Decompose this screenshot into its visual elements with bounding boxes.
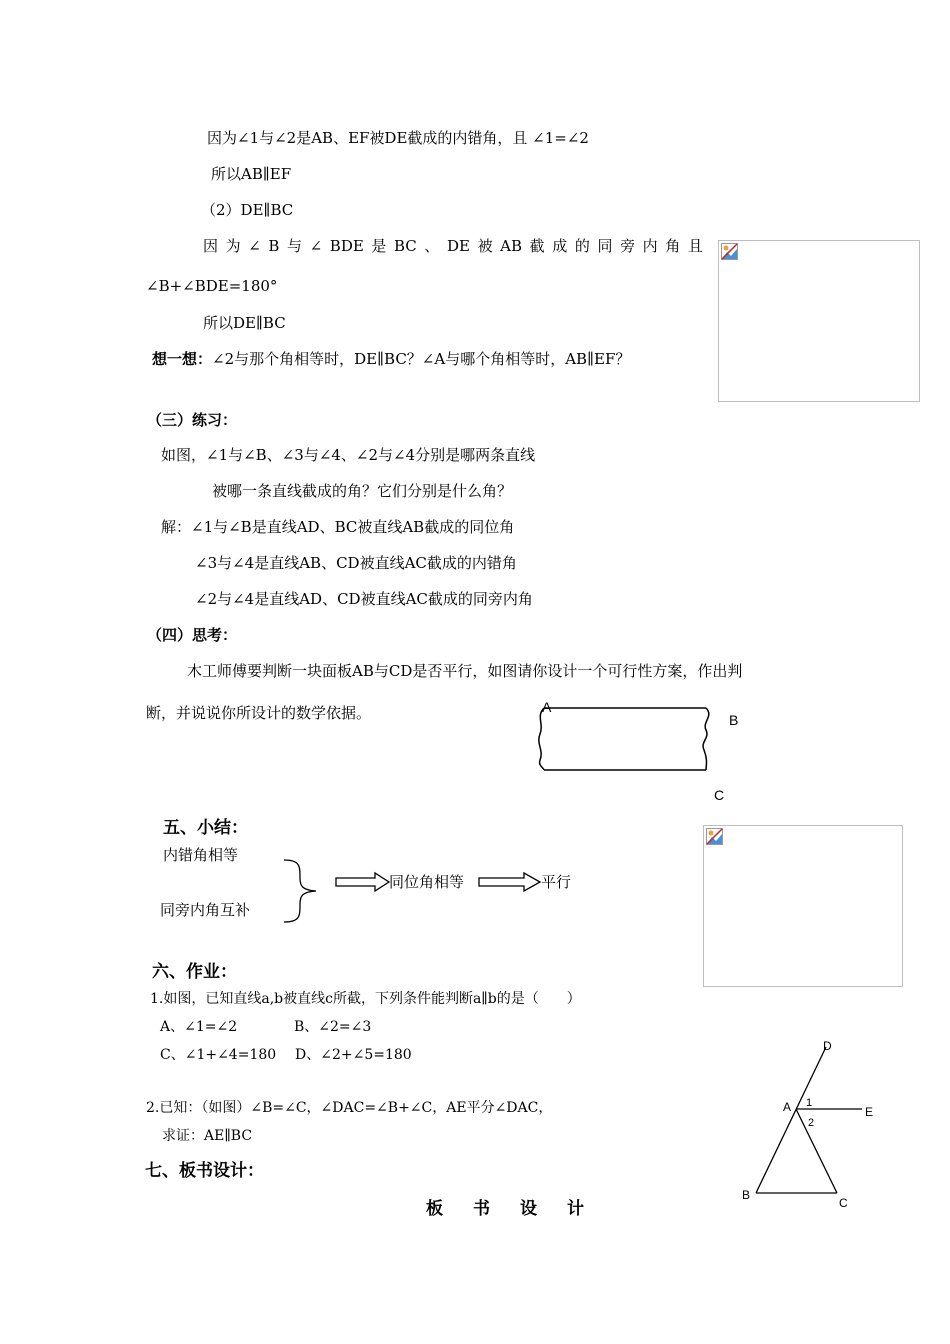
triangle-label-e: E xyxy=(865,1105,874,1119)
proof-line-1: 因为∠1与∠2是AB、EF被DE截成的内错角，且 ∠1=∠2 xyxy=(207,129,589,147)
proof-line-4-word: ∠ xyxy=(309,237,323,255)
board-title-char: 计 xyxy=(567,1199,584,1219)
homework-heading: 六、作业： xyxy=(152,962,237,982)
triangle-label-b: B xyxy=(742,1188,751,1202)
think-label: 想一想： xyxy=(152,350,213,368)
practice-answer-3: ∠2与∠4是直线AD、CD被直线AC截成的同旁内角 xyxy=(195,590,533,608)
triangle-label-1: 1 xyxy=(806,1097,813,1109)
proof-line-4-word: 截 xyxy=(529,237,545,255)
proof-line-4-word: BC xyxy=(394,237,417,255)
summary-end: 平行 xyxy=(541,873,572,891)
summary-item-1: 内错角相等 xyxy=(163,846,239,864)
proof-line-4-word: 且 xyxy=(687,237,703,255)
reflect-paragraph-1: 木工师傅要判断一块面板AB与CD是否平行，如图请你设计一个可行性方案，作出判 xyxy=(187,662,743,680)
summary-item-2: 同旁内角互补 xyxy=(160,901,251,919)
broken-image-icon xyxy=(706,828,723,845)
board-heading: 七、板书设计： xyxy=(145,1161,264,1181)
proof-line-4-word: 为 xyxy=(225,237,241,255)
triangle-figure xyxy=(736,1035,886,1215)
proof-line-4-word: B xyxy=(268,237,280,255)
brace-icon xyxy=(282,858,322,924)
homework-question-1: 1.如图，已知直线a,b被直线c所截，下列条件能判断a∥b的是（ ） xyxy=(150,991,581,1007)
proof-line-4-word: 旁 xyxy=(620,237,636,255)
practice-heading: （三）练习： xyxy=(147,411,238,429)
practice-answer-1: 解：∠1与∠B是直线AD、BC被直线AB截成的同位角 xyxy=(161,518,515,536)
practice-question-2: 被哪一条直线截成的角？它们分别是什么角？ xyxy=(212,482,513,500)
triangle-label-c: C xyxy=(839,1196,848,1210)
image-placeholder xyxy=(718,240,920,402)
reflect-paragraph-2: 断，并说说你所设计的数学依据。 xyxy=(146,704,372,722)
board-label-c: C xyxy=(714,787,725,803)
proof-line-5: ∠B+∠BDE=180° xyxy=(146,277,278,295)
board-label-a: A xyxy=(542,699,552,715)
board-title-char: 板 xyxy=(426,1199,443,1219)
proof-line-2: 所以AB∥EF xyxy=(211,165,292,183)
triangle-label-d: D xyxy=(823,1039,832,1053)
image-placeholder xyxy=(703,825,903,987)
summary-heading: 五、小结： xyxy=(163,818,248,838)
board-label-b: B xyxy=(729,712,739,728)
practice-question-1: 如图，∠1与∠B、∠3与∠4、∠2与∠4分别是哪两条直线 xyxy=(161,446,536,464)
board-title-char: 书 xyxy=(473,1199,490,1219)
proof-line-3: （2）DE∥BC xyxy=(201,201,294,219)
summary-middle: 同位角相等 xyxy=(389,873,465,891)
proof-line-4-word: 的 xyxy=(574,237,590,255)
homework-option-d: D、∠2+∠5=180 xyxy=(295,1047,412,1063)
proof-line-4-word: 内 xyxy=(642,237,658,255)
proof-line-4-word: 、 xyxy=(424,237,440,255)
proof-line-4-word: 与 xyxy=(287,237,303,255)
proof-line-4-word: 角 xyxy=(665,237,681,255)
triangle-label-2: 2 xyxy=(808,1117,815,1129)
proof-line-6: 所以DE∥BC xyxy=(203,314,286,332)
practice-answer-2: ∠3与∠4是直线AB、CD被直线AC截成的内错角 xyxy=(195,554,517,572)
homework-option-a: A、∠1=∠2 xyxy=(160,1019,238,1035)
homework-question-2-prove: 求证：AE∥BC xyxy=(162,1128,253,1144)
proof-line-4 xyxy=(203,236,703,256)
homework-question-2: 2.已知：（如图）∠B=∠C，∠DAC=∠B+∠C，AE平分∠DAC， xyxy=(146,1100,553,1116)
think-row xyxy=(152,349,630,369)
arrow-icon xyxy=(335,872,391,892)
broken-image-icon xyxy=(721,243,738,260)
proof-line-4-word: ∠ xyxy=(248,237,261,255)
proof-line-4-word: BDE xyxy=(329,237,364,255)
board-title xyxy=(426,1194,584,1219)
proof-line-4-word: AB xyxy=(500,237,523,255)
triangle-label-a: A xyxy=(783,1100,792,1114)
proof-line-4-word: 是 xyxy=(371,237,387,255)
arrow-icon xyxy=(478,872,542,892)
homework-option-b: B、∠2=∠3 xyxy=(294,1019,372,1035)
proof-line-4-word: DE xyxy=(446,237,470,255)
homework-option-c: C、∠1+∠4=180 xyxy=(160,1047,277,1063)
proof-line-4-word: 因 xyxy=(203,237,219,255)
proof-line-4-word: 被 xyxy=(477,237,493,255)
proof-line-4-word: 同 xyxy=(597,237,613,255)
proof-line-4-word: 成 xyxy=(552,237,568,255)
reflect-heading: （四）思考： xyxy=(147,626,238,644)
board-figure xyxy=(530,698,760,808)
think-text: ∠2与那个角相等时，DE∥BC？∠A与哪个角相等时，AB∥EF？ xyxy=(212,350,631,368)
board-title-char: 设 xyxy=(520,1199,537,1219)
